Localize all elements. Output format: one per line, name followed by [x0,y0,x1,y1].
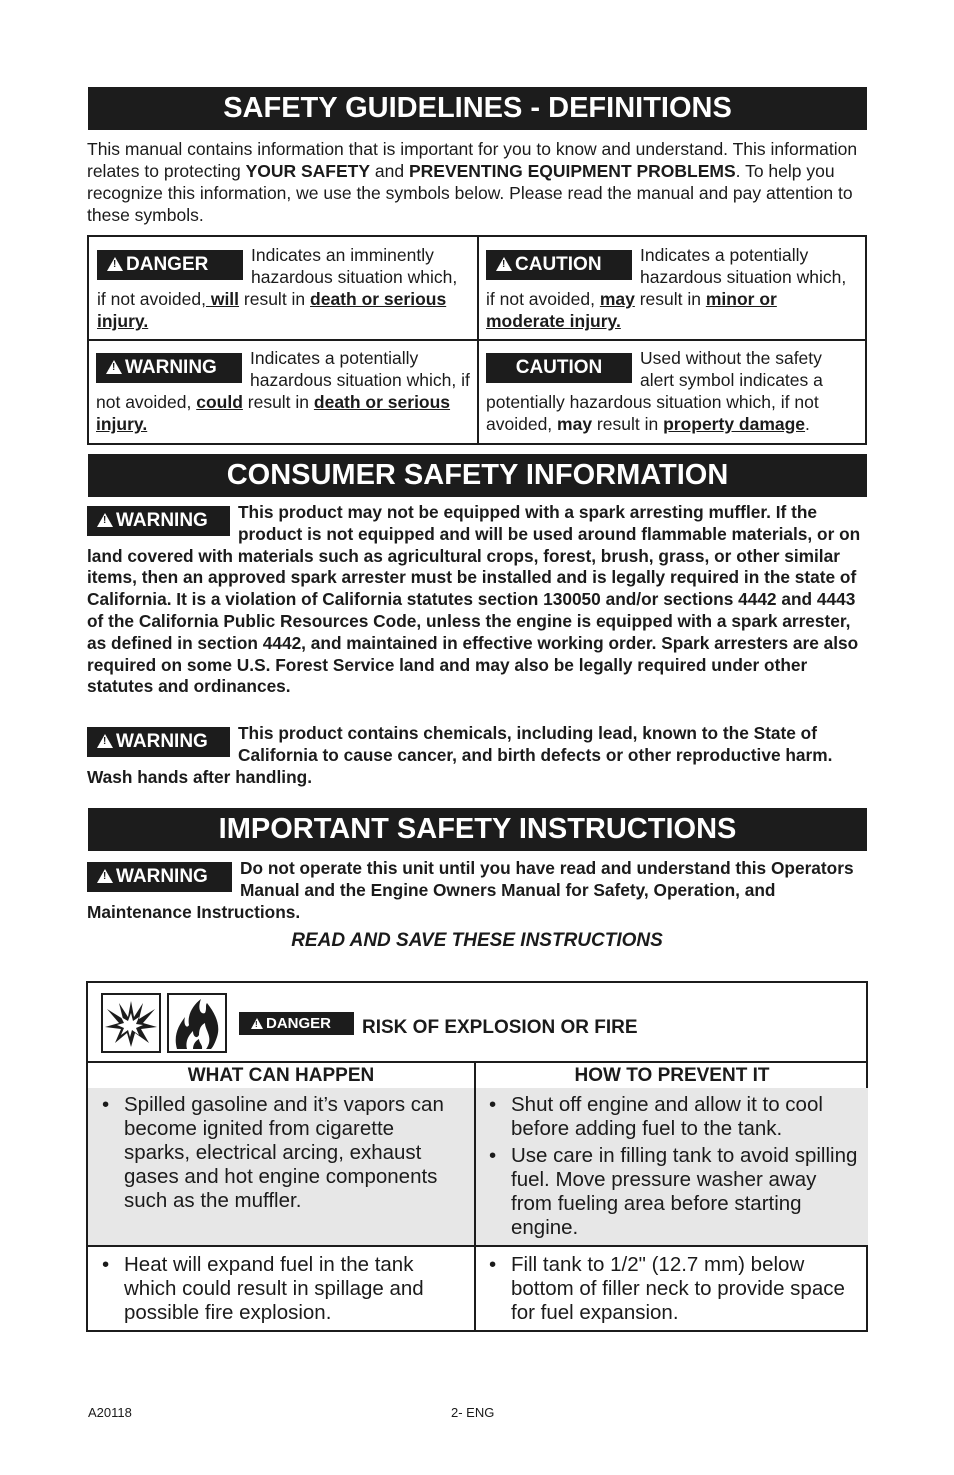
warning-text: Indicates a potentially hazardous situation which, if not avoided, [96,348,470,412]
page-number: 2- ENG [451,1405,495,1420]
caution-outcome: minor or moderate injury. [486,289,777,331]
warning-text-2: result in [242,392,314,412]
alert-triangle-icon [97,869,113,883]
definition-warning [96,347,471,435]
row1-right-text-2: Use care in filling tank to avoid spilling fuel. Move pressure washer away from fueling area before starting engine. [511,1144,858,1239]
col-header-how-to-prevent: HOW TO PREVENT IT [476,1063,868,1090]
caution-plain-badge [486,353,632,383]
warning-could: could [196,392,243,412]
consumer-heading: CONSUMER SAFETY INFORMATION [88,454,867,497]
risk-table [86,981,868,1332]
intro-text-end: . To help you recognize this information, we use the symbols below. Please read the manual and pay attention to these symbols. [87,161,853,225]
read-manual-warning [87,858,869,923]
caution-text-2: result in [634,289,706,309]
caution-plain-period: . [805,414,810,434]
important-heading: IMPORTANT SAFETY INSTRUCTIONS [88,808,867,851]
column-divider [474,1061,476,1332]
warning-badge [87,727,230,757]
danger-text: Indicates an imminently hazardous situation which, if not avoided, [97,245,458,309]
explosion-icon [101,993,161,1053]
row2-right-text: Fill tank to 1/2" (12.7 mm) below bottom of filler neck to provide space for fuel expansion. [511,1253,845,1324]
list-item: • Shut off engine and allow it to cool before adding fuel to the tank. [489,1093,823,1140]
risk-table-header [88,983,866,1063]
read-manual-text: Do not operate this unit until you have read and understand this Operators Manual and the Engine Owners Manual for Safety, Operation, and Maintenance Instructions. [87,858,854,922]
list-item: • Spilled gasoline and it’s vapors can become ignited from cigarette sparks, electrical arcing, exhaust gases and hot engine components such as the muffler. [102,1093,444,1212]
document-code: A20118 [88,1405,132,1420]
row2-left-text: Heat will expand fuel in the tank which could result in spillage and possible fire explosion. [124,1253,424,1324]
caution-plain-outcome: property damage [663,414,806,434]
list-item: • Use care in filling tank to avoid spilling fuel. Move pressure washer away from fueling area before starting engine. [489,1144,858,1239]
warning-badge [96,353,242,383]
row-divider [88,1245,866,1247]
row1-right-text-1: Shut off engine and allow it to cool before adding fuel to the tank. [511,1093,823,1140]
danger-will: will [205,289,240,309]
caution-plain-text-2: result in [592,414,664,434]
warning-badge-label: WARNING [116,510,208,531]
warning-badge [87,506,230,536]
caution-may: may [599,289,635,309]
warning-badge-label: WARNING [116,731,208,752]
prop65-warning [87,723,869,788]
alert-triangle-icon [97,734,113,748]
caution-plain-may: may [557,414,593,434]
intro-text: This manual contains information that is important for you to know and understand. This information relates to protecting [87,139,858,181]
grid-divider-horizontal [89,339,865,341]
spark-arrester-warning [87,502,869,698]
danger-badge-label: DANGER [126,254,209,275]
prop65-text: This product contains chemicals, including lead, known to the State of California to cause cancer, and birth defects or other reproductive harm. Wash hands after handling. [87,723,833,787]
definition-danger [97,244,469,332]
intro-bold-equipment: PREVENTING EQUIPMENT PROBLEMS [408,161,736,181]
caution-badge [486,250,632,280]
warning-badge [87,862,232,892]
spark-arrester-text: This product may not be equipped with a spark arresting muffler. If the product is not equipped and will be used around flammable materials, or on land covered with materials such as agricultural crops, forest, brush, grass, or other similar items, then an approved spark arrester must be installed and is legally required in the state of California. It is a violation of California statutes section 130050 and/or sections 4442 and 4443 of the California Public Resources Code, unless the engine is equipped with a spark arrester, as defined in section 4442, and maintained in effective working order. Spark arresters are also required on some U.S. Forest Service land and may also be legally required under other statutes and ordinances. [87,502,861,697]
danger-outcome: death or serious injury. [97,289,447,331]
warning-outcome: death or serious injury. [96,392,451,434]
caution-text: Indicates a potentially hazardous situation which, if not avoided, [486,245,847,309]
alert-triangle-icon [106,360,122,374]
danger-badge-label: DANGER [266,1015,332,1032]
warning-badge-label: WARNING [125,357,217,378]
definition-caution [486,244,858,332]
fire-icon [167,993,227,1053]
list-item: • Heat will expand fuel in the tank which could result in spillage and possible fire explosion. [102,1253,424,1324]
alert-triangle-icon [107,257,123,271]
intro-paragraph [87,138,867,226]
intro-bold-safety: YOUR SAFETY [245,161,371,181]
definitions-heading: SAFETY GUIDELINES - DEFINITIONS [88,87,867,130]
caution-badge-label: CAUTION [515,254,602,275]
caution-plain-text: Used without the safety alert symbol indicates a potentially hazardous situation which, if not avoided, [486,348,823,434]
definition-caution-plain [486,347,860,435]
warning-badge-label: WARNING [116,866,208,887]
alert-triangle-icon [496,257,512,271]
list-item: • Fill tank to 1/2" (12.7 mm) below bottom of filler neck to provide space for fuel expansion. [489,1253,845,1324]
row1-left-text: Spilled gasoline and it’s vapors can become ignited from cigarette sparks, electrical arcing, exhaust gases and hot engine components such as the muffler. [124,1093,444,1212]
intro-text-and: and [370,161,409,181]
danger-badge [239,1012,354,1035]
danger-text-2: result in [239,289,311,309]
caution-plain-badge-label: CAUTION [515,357,603,378]
alert-triangle-icon [97,513,113,527]
definitions-grid [87,235,867,445]
read-and-save: READ AND SAVE THESE INSTRUCTIONS [291,930,663,951]
risk-title: RISK OF EXPLOSION OR FIRE [362,1017,638,1038]
danger-badge [97,250,243,280]
alert-triangle-icon [251,1018,263,1029]
col-header-what-can-happen: WHAT CAN HAPPEN [88,1063,474,1090]
